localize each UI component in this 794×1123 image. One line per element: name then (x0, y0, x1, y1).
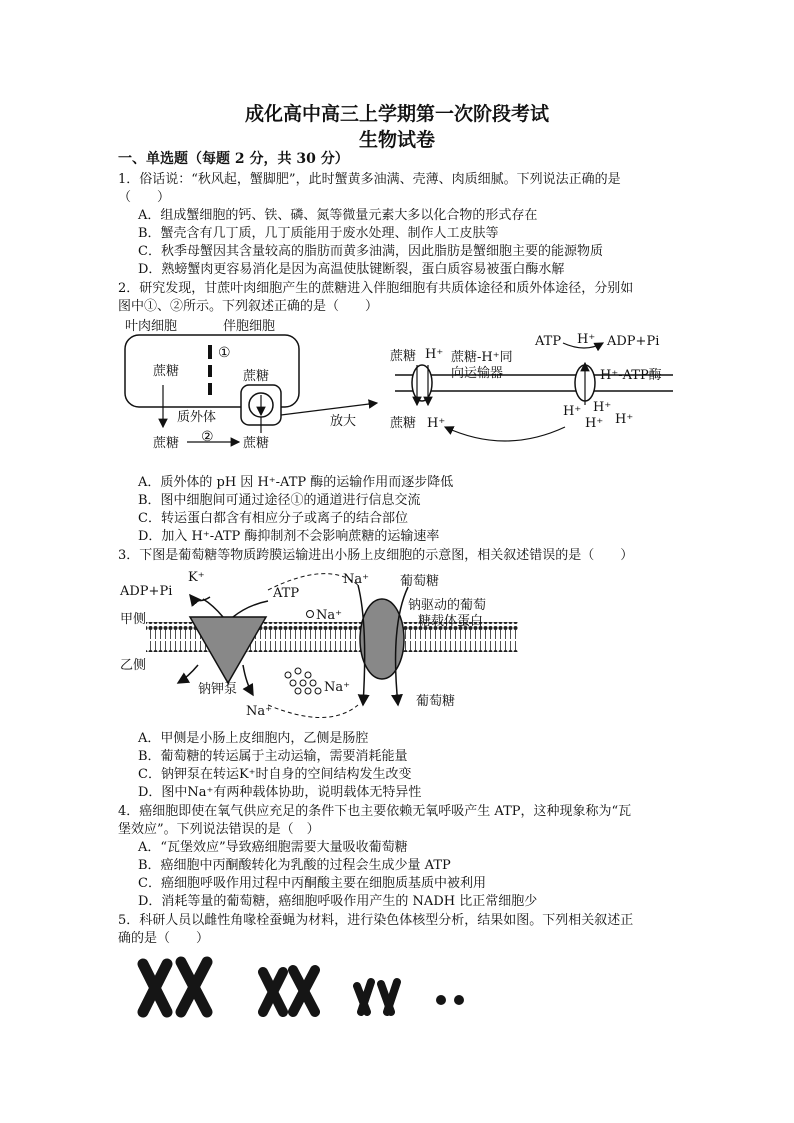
cotransporter-label-2: 向运输器 (451, 366, 504, 381)
sucrose-label-apoplast: 蔗糖 (153, 436, 180, 451)
h-plus-cluster-4: H⁺ (615, 412, 634, 427)
adp-label: ADP+Pi (607, 334, 660, 349)
question-2-option-c: C．转运蛋白都含有相应分子或离子的结合部位 (138, 511, 408, 526)
h-plus-bottom-label: H⁺ (427, 416, 446, 431)
glucose-carrier-protein (360, 599, 404, 679)
na-ion (307, 611, 314, 618)
na-ion-cluster (285, 668, 321, 694)
exam-title: 成化高中高三上学期第一次阶段考试 (244, 103, 549, 125)
atp-label-fig3: ATP (273, 586, 300, 601)
question-1-option-c: C．秋季母蟹因其含量较高的脂肪而黄多油满，因此脂肪是蟹细胞主要的能源物质 (138, 244, 603, 259)
question-1-option-a: A．组成蟹细胞的钙、铁、磷、氮等微量元素大多以化合物的形式存在 (138, 208, 538, 223)
plasmodesma-channel (208, 365, 212, 377)
question-4-stem-line-1: 4．癌细胞即使在氧气供应充足的条件下也主要依赖无氧呼吸产生 ATP，这种现象称为“瓦 (118, 804, 632, 819)
sucrose-h-symporter (412, 365, 432, 401)
glucose-transport-figure (118, 565, 518, 725)
sucrose-top-label: 蔗糖 (390, 349, 417, 364)
question-3-option-b: B．葡萄糖的转运属于主动运输，需要消耗能量 (138, 749, 408, 764)
question-2-option-a: A．质外体的 pH 因 H⁺-ATP 酶的运输作用而逐步降低 (138, 475, 454, 490)
glucose-bottom-label: 葡萄糖 (416, 694, 456, 709)
question-1-stem-line-2: （ ） (118, 190, 171, 205)
question-2-stem-line-2: 图中①、②所示。下列叙述正确的是（ ） (118, 299, 379, 314)
question-1-option-d: D．熟螃蟹肉更容易消化是因为高温使肽键断裂，蛋白质容易被蛋白酶水解 (138, 262, 565, 277)
question-1-option-b: B．蟹壳含有几丁质，几丁质能用于废水处理、制作人工皮肤等 (138, 226, 499, 241)
plasmodesma-channel (208, 383, 212, 395)
sucrose-label-companion: 蔗糖 (243, 369, 270, 384)
section-heading: 一、单选题（每题 2 分，共 30 分） (118, 151, 349, 167)
h-plus-top-label: H⁺ (425, 347, 444, 362)
sucrose-bottom-label: 蔗糖 (390, 416, 417, 431)
karyotype-figure (125, 950, 485, 1030)
glucose-top-label: 葡萄糖 (400, 574, 440, 589)
question-2-option-b: B．图中细胞间可通过途径①的通道进行信息交流 (138, 493, 421, 508)
h-plus-cluster-1: H⁺ (563, 404, 582, 419)
side-a-label: 甲侧 (120, 612, 147, 627)
pump-label: 钠钾泵 (198, 682, 238, 697)
k-plus-top-label: K⁺ (188, 570, 205, 585)
question-4-stem-line-2: 堡效应”。下列说法错误的是（ ） (118, 822, 320, 837)
question-3-option-c: C．钠钾泵在转运K⁺时自身的空间结构发生改变 (138, 767, 412, 782)
chromosome-pair-3 (357, 982, 397, 1012)
na-plus-middle-label: Na⁺ (316, 608, 342, 623)
question-4-option-a: A．“瓦堡效应”导致癌细胞需要大量吸收葡萄糖 (138, 840, 408, 855)
question-4-option-c: C．癌细胞呼吸作用过程中丙酮酸主要在细胞质基质中被利用 (138, 876, 486, 891)
question-3-option-d: D．图中Na⁺有两种载体协助，说明载体无特异性 (138, 785, 422, 800)
sucrose-label-phloem: 蔗糖 (243, 436, 270, 451)
path-2-marker: ② (201, 429, 214, 445)
h-plus-pump-top: H⁺ (577, 332, 596, 347)
question-5-stem-line-2: 确的是（ ） (118, 931, 210, 946)
chromosome-pair-2 (263, 970, 315, 1012)
question-3-stem-line-1: 3．下图是葡萄糖等物质跨膜运输进出小肠上皮细胞的示意图，相关叙述错误的是（ ） (118, 548, 634, 563)
enlarge-label: 放大 (330, 414, 357, 429)
question-4-option-d: D．消耗等量的葡萄糖，癌细胞呼吸作用产生的 NADH 比正常细胞少 (138, 894, 538, 909)
h-plus-cluster-3: H⁺ (585, 416, 604, 431)
carrier-label-1: 钠驱动的葡萄 (408, 598, 487, 613)
na-plus-bottom-label: Na⁺ (246, 704, 272, 719)
mesophyll-cell-label: 叶肉细胞 (125, 319, 178, 334)
cotransporter-label-1: 蔗糖-H⁺同 (451, 350, 513, 365)
question-5-stem-line-1: 5．科研人员以雌性角喙栓蚕蝇为材料，进行染色体核型分析，结果如图。下列相关叙述正 (118, 913, 634, 928)
carrier-label-2: 糖载体蛋白 (418, 614, 484, 629)
na-plus-top-label: Na⁺ (343, 572, 369, 587)
question-1-stem-line-1: 1．俗话说：“秋风起，蟹脚肥”，此时蟹黄多油满、壳薄、肉质细腻。下列说法正确的是 (118, 172, 621, 187)
atpase-label: H⁺-ATP酶 (600, 368, 662, 383)
companion-cell-label: 伴胞细胞 (223, 319, 276, 334)
chromosome-pair-4 (436, 995, 464, 1005)
question-2-stem-line-1: 2．研究发现，甘蔗叶肉细胞产生的蔗糖进入伴胞细胞有共质体途径和质外体途径，分别如 (118, 281, 634, 296)
chromosome-pair-1 (143, 962, 207, 1012)
question-2-option-d: D．加入 H⁺-ATP 酶抑制剂不会影响蔗糖的运输速率 (138, 529, 440, 544)
atp-label: ATP (535, 334, 562, 349)
plasmodesma-channel (208, 345, 212, 359)
question-3-option-a: A．甲侧是小肠上皮细胞内，乙侧是肠腔 (138, 731, 369, 746)
adp-pi-label: ADP+Pi (120, 584, 173, 599)
apoplast-label: 质外体 (177, 410, 217, 425)
na-plus-lower-label: Na⁺ (324, 680, 350, 695)
sucrose-label-mesophyll: 蔗糖 (153, 364, 180, 379)
exam-subtitle: 生物试卷 (358, 129, 435, 151)
h-plus-cluster-2: H⁺ (593, 400, 612, 415)
side-b-label: 乙侧 (120, 658, 147, 673)
sucrose-transport-figure (115, 315, 675, 475)
path-1-marker: ① (218, 345, 231, 361)
question-4-option-b: B．癌细胞中丙酮酸转化为乳酸的过程会生成少量 ATP (138, 858, 451, 873)
